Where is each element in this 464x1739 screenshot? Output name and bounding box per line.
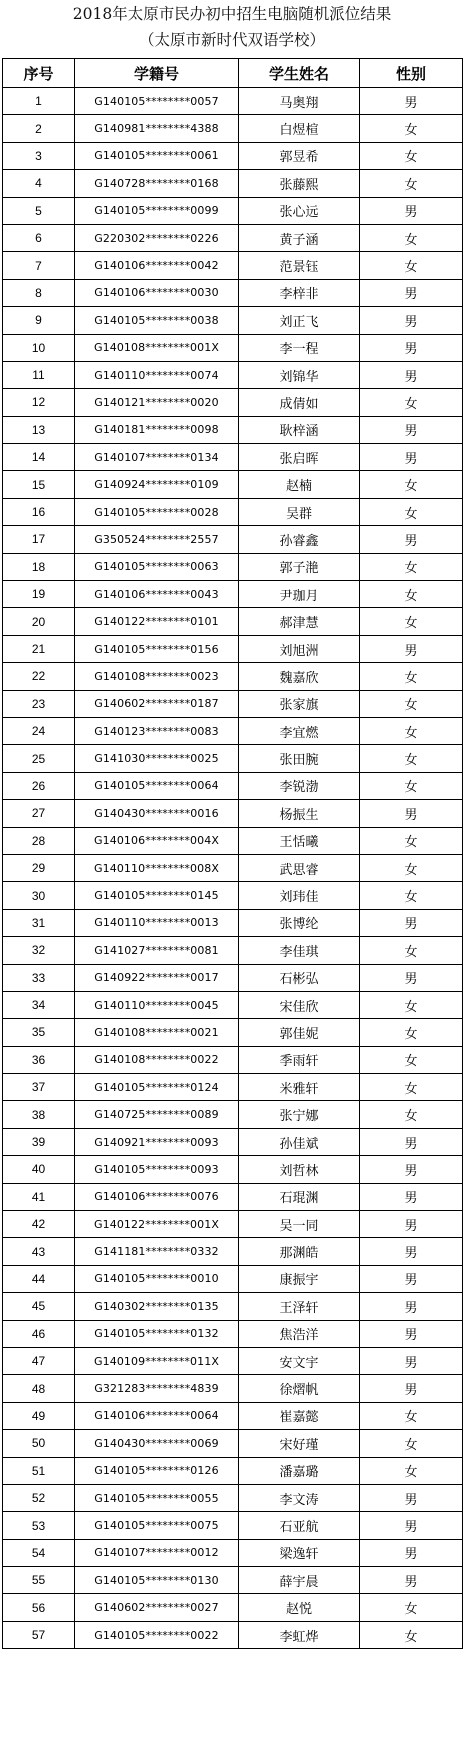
cell-seq: 23 (3, 690, 75, 717)
cell-student-id: G140108********0023 (75, 663, 239, 690)
cell-student-name: 李虹烨 (239, 1621, 360, 1648)
cell-student-name: 张家旗 (239, 690, 360, 717)
cell-gender: 男 (360, 88, 463, 115)
cell-student-id: G140105********0130 (75, 1567, 239, 1594)
table-row (3, 224, 463, 251)
col-header-student-name: 学生姓名 (239, 59, 360, 88)
cell-gender: 女 (360, 1402, 463, 1429)
cell-student-id: G140922********0017 (75, 964, 239, 991)
table-row (3, 635, 463, 662)
table-row (3, 1019, 463, 1046)
cell-student-id: G140106********0064 (75, 1402, 239, 1429)
cell-gender: 女 (360, 991, 463, 1018)
cell-student-id: G140105********0010 (75, 1265, 239, 1292)
table-row (3, 827, 463, 854)
cell-gender: 女 (360, 854, 463, 881)
cell-seq: 14 (3, 444, 75, 471)
cell-student-id: G140728********0168 (75, 170, 239, 197)
cell-seq: 19 (3, 581, 75, 608)
page-title: 2018年太原市民办初中招生电脑随机派位结果 (72, 5, 392, 23)
table-row (3, 1238, 463, 1265)
cell-gender: 男 (360, 1293, 463, 1320)
cell-student-id: G140122********001X (75, 1211, 239, 1238)
cell-student-id: G140122********0101 (75, 608, 239, 635)
cell-student-name: 张启晖 (239, 444, 360, 471)
cell-student-name: 康振宇 (239, 1265, 360, 1292)
cell-seq: 29 (3, 854, 75, 881)
cell-gender: 女 (360, 115, 463, 142)
cell-seq: 4 (3, 170, 75, 197)
cell-seq: 12 (3, 389, 75, 416)
cell-gender: 女 (360, 142, 463, 169)
results-table (2, 58, 463, 1649)
table-body (3, 88, 463, 1649)
cell-gender: 男 (360, 964, 463, 991)
cell-student-id: G140924********0109 (75, 471, 239, 498)
cell-gender: 男 (360, 909, 463, 936)
cell-gender: 女 (360, 608, 463, 635)
cell-student-name: 张心远 (239, 197, 360, 224)
table-row (3, 690, 463, 717)
cell-gender: 男 (360, 1211, 463, 1238)
cell-gender: 女 (360, 1046, 463, 1073)
table-row (3, 498, 463, 525)
cell-student-name: 郝津慧 (239, 608, 360, 635)
cell-student-name: 李梓非 (239, 279, 360, 306)
cell-student-id: G140106********0042 (75, 252, 239, 279)
cell-seq: 46 (3, 1320, 75, 1347)
cell-seq: 10 (3, 334, 75, 361)
cell-student-name: 李一程 (239, 334, 360, 361)
table-row (3, 553, 463, 580)
cell-student-name: 徐熠帆 (239, 1375, 360, 1402)
cell-seq: 28 (3, 827, 75, 854)
table-row (3, 1375, 463, 1402)
cell-student-name: 郭昱希 (239, 142, 360, 169)
table-row (3, 581, 463, 608)
table-row (3, 964, 463, 991)
cell-student-id: G140105********0022 (75, 1621, 239, 1648)
table-row (3, 1156, 463, 1183)
cell-gender: 女 (360, 690, 463, 717)
cell-student-id: G140105********0061 (75, 142, 239, 169)
cell-student-id: G140981********4388 (75, 115, 239, 142)
page-subtitle: （太原市新时代双语学校） (138, 31, 325, 49)
cell-student-name: 成倩如 (239, 389, 360, 416)
cell-student-name: 王恬曦 (239, 827, 360, 854)
cell-seq: 38 (3, 1101, 75, 1128)
cell-student-id: G220302********0226 (75, 224, 239, 251)
cell-gender: 男 (360, 444, 463, 471)
cell-student-id: G140123********0083 (75, 717, 239, 744)
cell-student-name: 赵悦 (239, 1594, 360, 1621)
cell-gender: 男 (360, 526, 463, 553)
cell-seq: 31 (3, 909, 75, 936)
cell-student-name: 吴群 (239, 498, 360, 525)
table-row (3, 279, 463, 306)
cell-gender: 男 (360, 307, 463, 334)
cell-student-name: 刘正飞 (239, 307, 360, 334)
cell-gender: 男 (360, 361, 463, 388)
cell-seq: 50 (3, 1430, 75, 1457)
cell-seq: 6 (3, 224, 75, 251)
cell-student-name: 张博纶 (239, 909, 360, 936)
cell-seq: 18 (3, 553, 75, 580)
cell-student-name: 焦浩洋 (239, 1320, 360, 1347)
cell-gender: 男 (360, 635, 463, 662)
cell-student-name: 耿梓涵 (239, 416, 360, 443)
cell-gender: 女 (360, 827, 463, 854)
cell-student-id: G140430********0016 (75, 800, 239, 827)
cell-seq: 36 (3, 1046, 75, 1073)
cell-student-id: G140302********0135 (75, 1293, 239, 1320)
cell-seq: 42 (3, 1211, 75, 1238)
cell-gender: 男 (360, 1238, 463, 1265)
cell-seq: 56 (3, 1594, 75, 1621)
cell-student-name: 范景钰 (239, 252, 360, 279)
cell-gender: 男 (360, 1347, 463, 1374)
cell-student-name: 刘哲林 (239, 1156, 360, 1183)
col-header-seq: 序号 (3, 59, 75, 88)
cell-student-name: 魏嘉欣 (239, 663, 360, 690)
cell-student-id: G140602********0187 (75, 690, 239, 717)
cell-seq: 35 (3, 1019, 75, 1046)
table-row (3, 1539, 463, 1566)
cell-student-id: G141181********0332 (75, 1238, 239, 1265)
cell-seq: 13 (3, 416, 75, 443)
cell-student-name: 王泽轩 (239, 1293, 360, 1320)
cell-seq: 41 (3, 1183, 75, 1210)
cell-seq: 26 (3, 772, 75, 799)
table-row (3, 937, 463, 964)
table-row (3, 471, 463, 498)
table-row (3, 1430, 463, 1457)
cell-seq: 22 (3, 663, 75, 690)
cell-student-id: G140108********0021 (75, 1019, 239, 1046)
cell-student-id: G140105********0055 (75, 1484, 239, 1511)
cell-seq: 43 (3, 1238, 75, 1265)
table-row (3, 307, 463, 334)
cell-student-id: G350524********2557 (75, 526, 239, 553)
table-row (3, 1457, 463, 1484)
table-row (3, 142, 463, 169)
cell-seq: 3 (3, 142, 75, 169)
header-row (3, 59, 463, 88)
title-block (0, 0, 464, 58)
table-row (3, 1211, 463, 1238)
cell-gender: 男 (360, 1484, 463, 1511)
cell-seq: 30 (3, 882, 75, 909)
cell-gender: 女 (360, 581, 463, 608)
table-row (3, 1594, 463, 1621)
cell-seq: 51 (3, 1457, 75, 1484)
table-row (3, 1402, 463, 1429)
cell-student-name: 季雨轩 (239, 1046, 360, 1073)
table-row (3, 170, 463, 197)
cell-student-name: 潘嘉璐 (239, 1457, 360, 1484)
cell-gender: 女 (360, 471, 463, 498)
table-row (3, 608, 463, 635)
cell-seq: 24 (3, 717, 75, 744)
cell-student-id: G140105********0156 (75, 635, 239, 662)
cell-gender: 男 (360, 1375, 463, 1402)
table-row (3, 772, 463, 799)
cell-student-name: 崔嘉懿 (239, 1402, 360, 1429)
cell-student-name: 安文宇 (239, 1347, 360, 1374)
table-row (3, 663, 463, 690)
cell-seq: 47 (3, 1347, 75, 1374)
cell-student-id: G140105********0126 (75, 1457, 239, 1484)
cell-seq: 25 (3, 745, 75, 772)
cell-gender: 男 (360, 1567, 463, 1594)
cell-gender: 女 (360, 937, 463, 964)
cell-student-name: 吴一同 (239, 1211, 360, 1238)
cell-student-id: G140602********0027 (75, 1594, 239, 1621)
cell-gender: 女 (360, 717, 463, 744)
cell-gender: 女 (360, 553, 463, 580)
cell-seq: 49 (3, 1402, 75, 1429)
cell-student-id: G140725********0089 (75, 1101, 239, 1128)
cell-student-name: 梁逸轩 (239, 1539, 360, 1566)
cell-student-name: 刘旭洲 (239, 635, 360, 662)
cell-student-name: 武思睿 (239, 854, 360, 881)
cell-student-id: G140105********0093 (75, 1156, 239, 1183)
table-row (3, 444, 463, 471)
cell-seq: 45 (3, 1293, 75, 1320)
cell-student-name: 杨振生 (239, 800, 360, 827)
cell-student-id: G321283********4839 (75, 1375, 239, 1402)
cell-student-name: 孙睿鑫 (239, 526, 360, 553)
cell-student-name: 李佳琪 (239, 937, 360, 964)
cell-gender: 女 (360, 1101, 463, 1128)
cell-seq: 1 (3, 88, 75, 115)
table-row (3, 252, 463, 279)
cell-student-id: G140109********011X (75, 1347, 239, 1374)
table-row (3, 334, 463, 361)
table-row (3, 1128, 463, 1155)
cell-student-id: G140105********0124 (75, 1074, 239, 1101)
cell-student-id: G140106********0076 (75, 1183, 239, 1210)
cell-student-id: G140106********0030 (75, 279, 239, 306)
cell-student-name: 李锐渤 (239, 772, 360, 799)
cell-gender: 女 (360, 252, 463, 279)
table-row (3, 1484, 463, 1511)
cell-student-name: 刘锦华 (239, 361, 360, 388)
cell-seq: 2 (3, 115, 75, 142)
cell-seq: 53 (3, 1512, 75, 1539)
cell-student-name: 赵楠 (239, 471, 360, 498)
cell-seq: 21 (3, 635, 75, 662)
cell-gender: 男 (360, 800, 463, 827)
cell-student-id: G140105********0064 (75, 772, 239, 799)
table-row (3, 1320, 463, 1347)
cell-seq: 16 (3, 498, 75, 525)
cell-gender: 女 (360, 663, 463, 690)
cell-gender: 男 (360, 279, 463, 306)
table-row (3, 88, 463, 115)
cell-seq: 32 (3, 937, 75, 964)
cell-student-id: G140107********0134 (75, 444, 239, 471)
cell-student-id: G140106********0043 (75, 581, 239, 608)
cell-gender: 女 (360, 224, 463, 251)
col-header-student-id: 学籍号 (75, 59, 239, 88)
cell-gender: 男 (360, 1320, 463, 1347)
cell-student-id: G140110********0074 (75, 361, 239, 388)
cell-gender: 男 (360, 334, 463, 361)
table-row (3, 1046, 463, 1073)
cell-gender: 女 (360, 772, 463, 799)
table-row (3, 1512, 463, 1539)
cell-gender: 男 (360, 1539, 463, 1566)
cell-gender: 女 (360, 1019, 463, 1046)
cell-student-id: G140105********0075 (75, 1512, 239, 1539)
cell-seq: 39 (3, 1128, 75, 1155)
cell-seq: 17 (3, 526, 75, 553)
table-row (3, 882, 463, 909)
cell-gender: 男 (360, 1512, 463, 1539)
cell-student-name: 石亚航 (239, 1512, 360, 1539)
cell-student-name: 白煜楦 (239, 115, 360, 142)
cell-student-id: G140108********0022 (75, 1046, 239, 1073)
table-row (3, 1293, 463, 1320)
cell-student-name: 薛宇晨 (239, 1567, 360, 1594)
cell-student-id: G140106********004X (75, 827, 239, 854)
cell-gender: 女 (360, 170, 463, 197)
cell-student-id: G140110********008X (75, 854, 239, 881)
cell-gender: 女 (360, 1594, 463, 1621)
cell-gender: 男 (360, 1183, 463, 1210)
cell-student-name: 张宁娜 (239, 1101, 360, 1128)
cell-seq: 54 (3, 1539, 75, 1566)
cell-seq: 15 (3, 471, 75, 498)
cell-gender: 女 (360, 1430, 463, 1457)
cell-gender: 女 (360, 389, 463, 416)
cell-seq: 37 (3, 1074, 75, 1101)
cell-student-id: G140105********0063 (75, 553, 239, 580)
cell-gender: 男 (360, 1156, 463, 1183)
cell-student-id: G140181********0098 (75, 416, 239, 443)
cell-student-id: G140105********0132 (75, 1320, 239, 1347)
table-row (3, 361, 463, 388)
table-row (3, 1101, 463, 1128)
table-row (3, 1567, 463, 1594)
table-row (3, 1621, 463, 1648)
cell-seq: 20 (3, 608, 75, 635)
cell-student-id: G140105********0028 (75, 498, 239, 525)
cell-seq: 48 (3, 1375, 75, 1402)
cell-gender: 女 (360, 498, 463, 525)
cell-student-name: 李宜燃 (239, 717, 360, 744)
cell-student-id: G140108********001X (75, 334, 239, 361)
cell-gender: 女 (360, 745, 463, 772)
cell-student-id: G140921********0093 (75, 1128, 239, 1155)
cell-student-id: G141030********0025 (75, 745, 239, 772)
table-row (3, 1265, 463, 1292)
table-row (3, 717, 463, 744)
cell-student-id: G140110********0045 (75, 991, 239, 1018)
cell-student-id: G140105********0145 (75, 882, 239, 909)
cell-seq: 8 (3, 279, 75, 306)
cell-gender: 男 (360, 416, 463, 443)
cell-student-name: 米雅轩 (239, 1074, 360, 1101)
cell-student-name: 石琨渊 (239, 1183, 360, 1210)
cell-student-id: G140121********0020 (75, 389, 239, 416)
cell-student-id: G140107********0012 (75, 1539, 239, 1566)
cell-student-name: 那渊皓 (239, 1238, 360, 1265)
cell-gender: 女 (360, 1074, 463, 1101)
table-row (3, 526, 463, 553)
cell-student-name: 张田腕 (239, 745, 360, 772)
cell-student-name: 黄子涵 (239, 224, 360, 251)
cell-student-name: 孙佳斌 (239, 1128, 360, 1155)
cell-seq: 40 (3, 1156, 75, 1183)
table-row (3, 745, 463, 772)
table-row (3, 854, 463, 881)
cell-student-id: G141027********0081 (75, 937, 239, 964)
cell-student-id: G140430********0069 (75, 1430, 239, 1457)
cell-student-id: G140105********0099 (75, 197, 239, 224)
cell-gender: 女 (360, 882, 463, 909)
table-row (3, 909, 463, 936)
cell-student-id: G140105********0038 (75, 307, 239, 334)
table-row (3, 115, 463, 142)
cell-gender: 女 (360, 1457, 463, 1484)
cell-seq: 33 (3, 964, 75, 991)
cell-student-name: 马奥翔 (239, 88, 360, 115)
table-row (3, 1074, 463, 1101)
cell-student-name: 宋好瑾 (239, 1430, 360, 1457)
cell-seq: 55 (3, 1567, 75, 1594)
table-header (3, 59, 463, 88)
table-row (3, 800, 463, 827)
cell-student-id: G140105********0057 (75, 88, 239, 115)
cell-gender: 女 (360, 1621, 463, 1648)
cell-student-name: 刘玮佳 (239, 882, 360, 909)
cell-student-name: 李文涛 (239, 1484, 360, 1511)
cell-seq: 9 (3, 307, 75, 334)
cell-seq: 5 (3, 197, 75, 224)
table-row (3, 197, 463, 224)
cell-seq: 11 (3, 361, 75, 388)
cell-gender: 男 (360, 1265, 463, 1292)
cell-student-id: G140110********0013 (75, 909, 239, 936)
cell-gender: 男 (360, 197, 463, 224)
table-row (3, 1347, 463, 1374)
cell-seq: 57 (3, 1621, 75, 1648)
cell-student-name: 郭子滟 (239, 553, 360, 580)
cell-student-name: 尹珈月 (239, 581, 360, 608)
cell-seq: 34 (3, 991, 75, 1018)
cell-student-name: 张藤熙 (239, 170, 360, 197)
cell-student-name: 石彬弘 (239, 964, 360, 991)
table-row (3, 1183, 463, 1210)
table-row (3, 416, 463, 443)
cell-seq: 44 (3, 1265, 75, 1292)
cell-seq: 27 (3, 800, 75, 827)
table-row (3, 991, 463, 1018)
cell-gender: 男 (360, 1128, 463, 1155)
cell-student-name: 宋佳欣 (239, 991, 360, 1018)
cell-student-name: 郭佳妮 (239, 1019, 360, 1046)
cell-seq: 7 (3, 252, 75, 279)
table-row (3, 389, 463, 416)
cell-seq: 52 (3, 1484, 75, 1511)
col-header-gender: 性别 (360, 59, 463, 88)
